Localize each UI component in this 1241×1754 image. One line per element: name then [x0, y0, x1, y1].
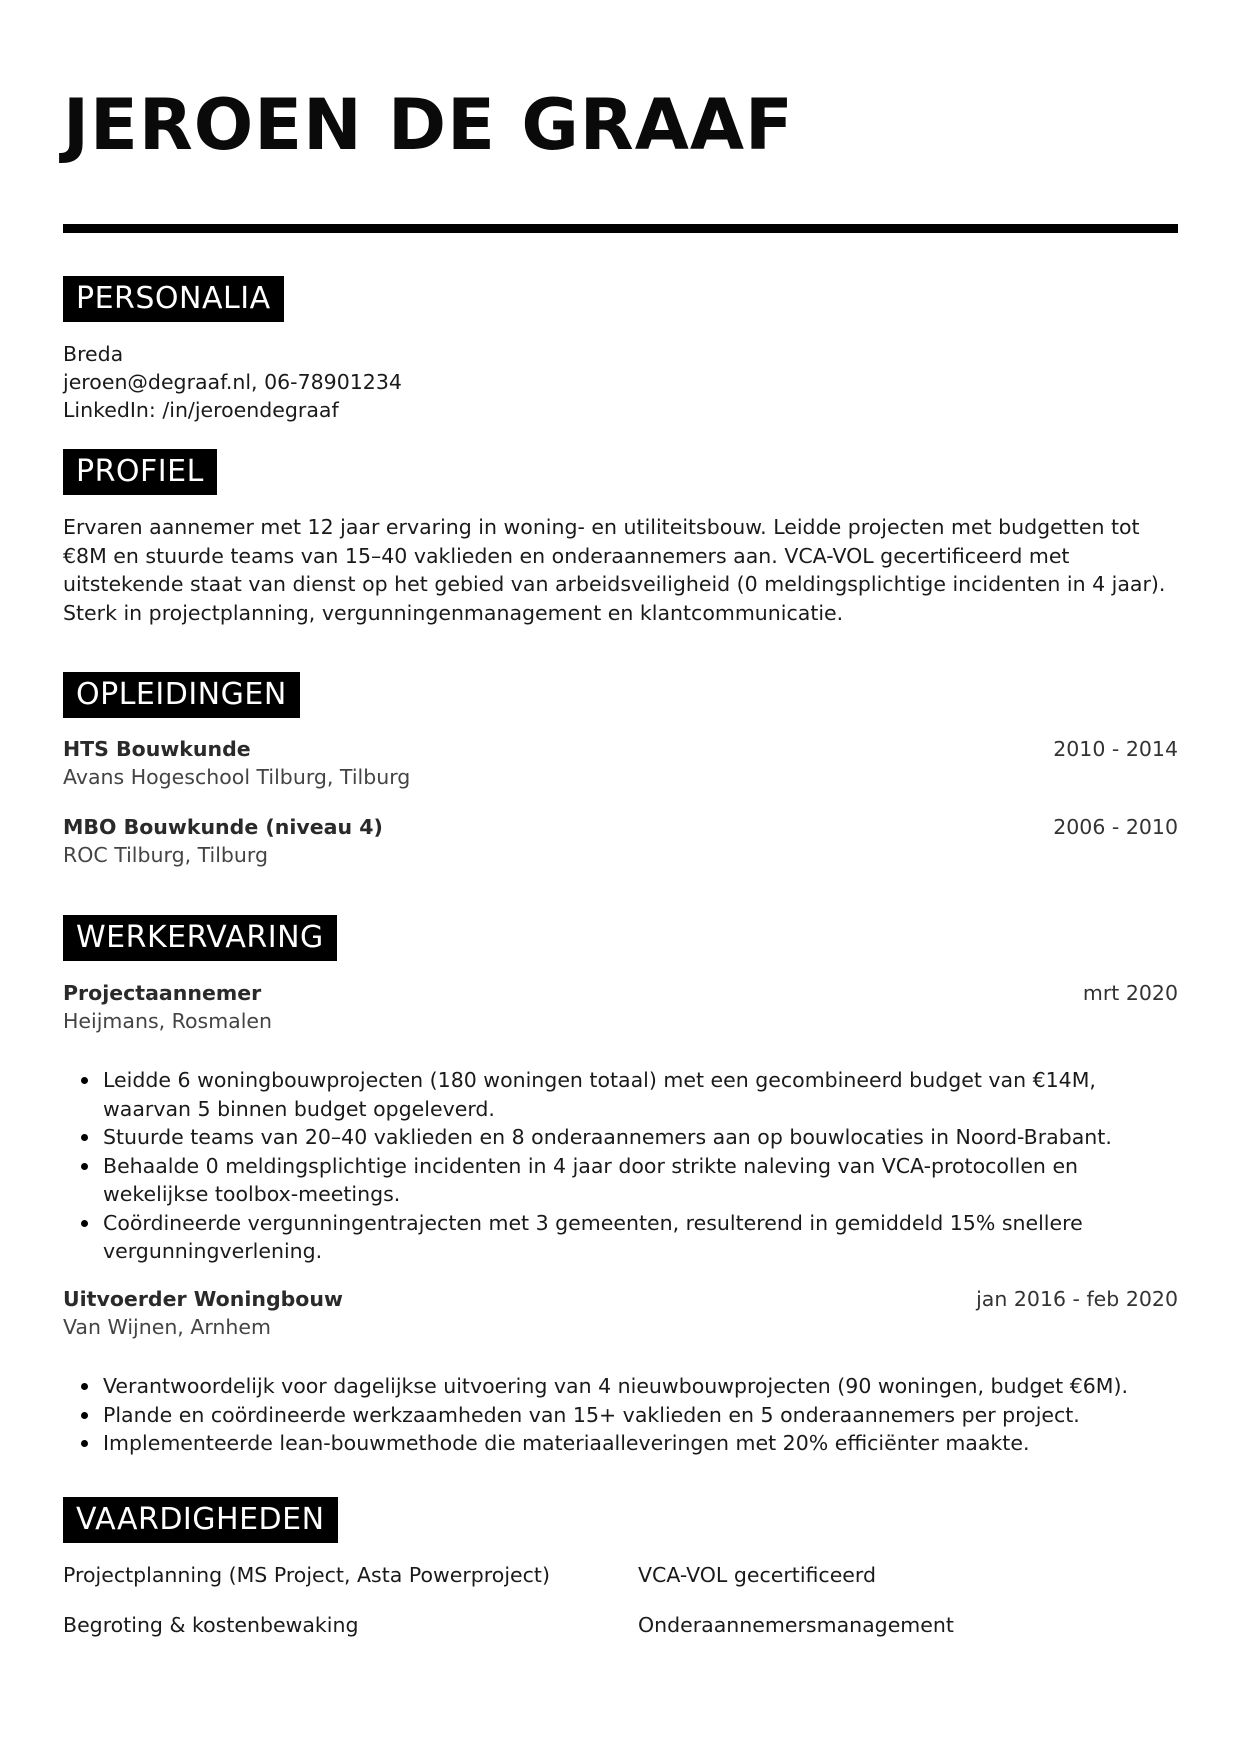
list-item: Plande en coördineerde werkzaamheden van 15+ vaklieden en 5 onderaannemers per project.	[103, 1401, 1178, 1430]
education-title: HTS Bouwkunde	[63, 737, 251, 761]
section-heading-vaardigheden: VAARDIGHEDEN	[63, 1497, 338, 1543]
profile-summary: Ervaren aannemer met 12 jaar ervaring in woning- en utiliteitsbouw. Leidde projecten met budgetten tot €8M en stuurde teams van 15–40 vaklieden en onderaannemers aan. VCA-VOL gecertificeerd met uitstekende staat van dienst op het gebied van arbeidsveiligheid (0 meldingsplichtige incidenten in 4 jaar). Sterk in projectplanning, vergunningenmanagement en klantcommunicatie.	[63, 515, 1166, 625]
education-school: ROC Tilburg, Tilburg	[63, 843, 268, 867]
job-bullets	[63, 1066, 1178, 1266]
list-item: Stuurde teams van 20–40 vaklieden en 8 onderaannemers aan op bouwlocaties in Noord-Brabant.	[103, 1123, 1178, 1152]
job-company: Heijmans, Rosmalen	[63, 1009, 273, 1033]
job-period: mrt 2020	[1082, 981, 1178, 1005]
personal-contact: jeroen@degraaf.nl, 06-78901234	[63, 370, 402, 394]
section-heading-profiel: PROFIEL	[63, 449, 217, 495]
skill-item: VCA-VOL gecertificeerd	[638, 1563, 877, 1587]
education-period: 2010 - 2014	[1053, 737, 1178, 761]
section-heading-opleidingen: OPLEIDINGEN	[63, 672, 300, 718]
header-divider	[63, 224, 1178, 233]
job-title: Uitvoerder Woningbouw	[63, 1287, 343, 1311]
section-heading-personalia: PERSONALIA	[63, 276, 284, 322]
skill-item: Onderaannemersmanagement	[638, 1613, 954, 1637]
section-heading-werkervaring: WERKERVARING	[63, 915, 337, 961]
list-item: Behaalde 0 meldingsplichtige incidenten in 4 jaar door strikte naleving van VCA-protocollen en wekelijkse toolbox-meetings.	[103, 1152, 1178, 1209]
list-item: Verantwoordelijk voor dagelijkse uitvoering van 4 nieuwbouwprojecten (90 woningen, budget €6M).	[103, 1372, 1178, 1401]
education-school: Avans Hogeschool Tilburg, Tilburg	[63, 765, 411, 789]
job-period: jan 2016 - feb 2020	[976, 1287, 1178, 1311]
skill-item: Begroting & kostenbewaking	[63, 1613, 359, 1637]
list-item: Leidde 6 woningbouwprojecten (180 woningen totaal) met een gecombineerd budget van €14M, waarvan 5 binnen budget opgeleverd.	[103, 1066, 1178, 1123]
personal-city: Breda	[63, 342, 124, 366]
education-title: MBO Bouwkunde (niveau 4)	[63, 815, 383, 839]
job-company: Van Wijnen, Arnhem	[63, 1315, 272, 1339]
candidate-name: JEROEN DE GRAAF	[63, 84, 794, 166]
job-title: Projectaannemer	[63, 981, 262, 1005]
list-item: Implementeerde lean-bouwmethode die materiaalleveringen met 20% efficiënter maakte.	[103, 1429, 1178, 1458]
personal-linkedin: LinkedIn: /in/jeroendegraaf	[63, 398, 339, 422]
list-item: Coördineerde vergunningentrajecten met 3 gemeenten, resulterend in gemiddeld 15% snellere vergunningverlening.	[103, 1209, 1178, 1266]
job-bullets	[63, 1372, 1178, 1458]
education-period: 2006 - 2010	[1053, 815, 1178, 839]
skill-item: Projectplanning (MS Project, Asta Powerproject)	[63, 1563, 550, 1587]
